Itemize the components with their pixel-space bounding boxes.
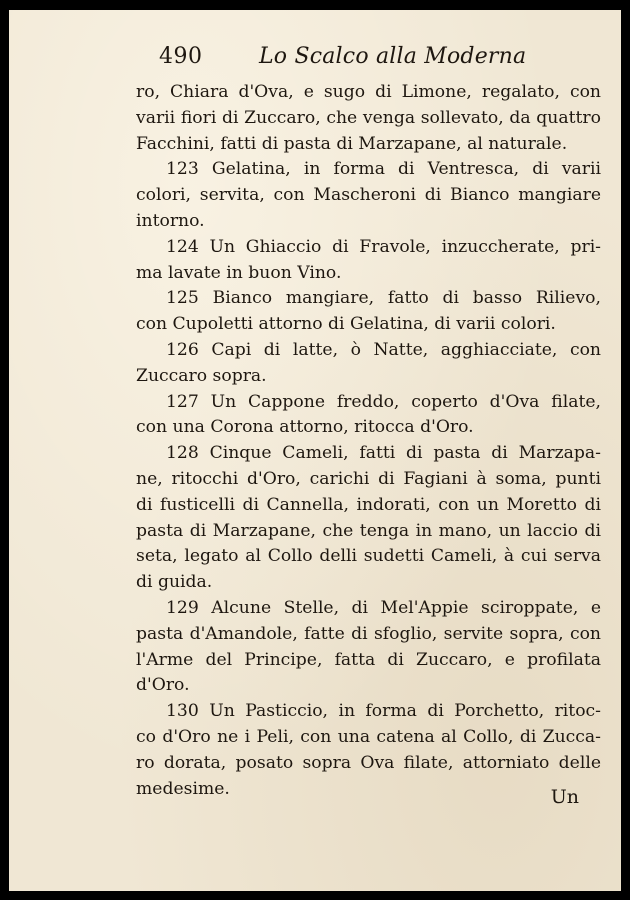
entry-128-start: 128 Cinque Cameli, fatti di pasta di Marzapa- xyxy=(166,443,601,464)
entry-129-start: 129 Alcune Stelle, di Mel'Appie sciroppate, e xyxy=(166,597,601,618)
page-header xyxy=(159,44,589,78)
text-line: di fusticelli di Cannella, indorati, con un Moretto di xyxy=(136,494,601,515)
text-line: ma lavate in buon Vino. xyxy=(136,262,342,283)
text-line: seta, legato al Collo delli sudetti Cameli, à cui serva xyxy=(136,546,601,567)
page-number: 490 xyxy=(159,44,203,69)
book-page xyxy=(9,10,621,891)
entry-125-start: 125 Bianco mangiare, fatto di basso Rilievo, xyxy=(166,288,601,309)
text-line: varii fiori di Zuccaro, che venga sollevato, da quattro xyxy=(136,107,601,128)
entry-126-start: 126 Capi di latte, ò Natte, agghiacciate, con xyxy=(166,339,601,360)
text-line: medesime. xyxy=(136,778,230,799)
text-line: di guida. xyxy=(136,572,213,593)
text-line: co d'Oro ne i Peli, con una catena al Collo, di Zucca- xyxy=(136,726,601,747)
running-title: Lo Scalco alla Moderna xyxy=(259,44,527,69)
text-line: colori, servita, con Mascheroni di Bianco mangiare xyxy=(136,185,601,206)
text-line: ro dorata, posato sopra Ova filate, attorniato delle xyxy=(136,752,601,773)
entry-124-start: 124 Un Ghiaccio di Fravole, inzuccherate, pri- xyxy=(166,236,601,257)
text-line: Facchini, fatti di pasta di Marzapane, al naturale. xyxy=(136,133,568,154)
entry-130-start: 130 Un Pasticcio, in forma di Porchetto, ritoc- xyxy=(166,701,601,722)
text-line: ro, Chiara d'Ova, e sugo di Limone, regalato, con xyxy=(136,82,601,102)
text-line: intorno. xyxy=(136,210,205,231)
entry-123-start: 123 Gelatina, in forma di Ventresca, di varii xyxy=(166,159,601,180)
text-line: l'Arme del Principe, fatta di Zuccaro, e profilata xyxy=(136,649,601,670)
text-line: con una Corona attorno, ritocca d'Oro. xyxy=(136,417,474,438)
text-line: con Cupoletti attorno di Gelatina, di varii colori. xyxy=(136,314,556,335)
text-line: pasta di Marzapane, che tenga in mano, un laccio di xyxy=(136,520,601,541)
entry-127-start: 127 Un Cappone freddo, coperto d'Ova filate, xyxy=(166,391,601,412)
catchword: Un xyxy=(550,786,579,808)
text-line: pasta d'Amandole, fatte di sfoglio, servite sopra, con xyxy=(136,623,601,644)
text-line: Zuccaro sopra. xyxy=(136,365,267,386)
text-line: ne, ritocchi d'Oro, carichi di Fagiani à soma, punti xyxy=(136,468,601,489)
text-line: d'Oro. xyxy=(136,675,190,696)
body-text xyxy=(136,80,601,802)
